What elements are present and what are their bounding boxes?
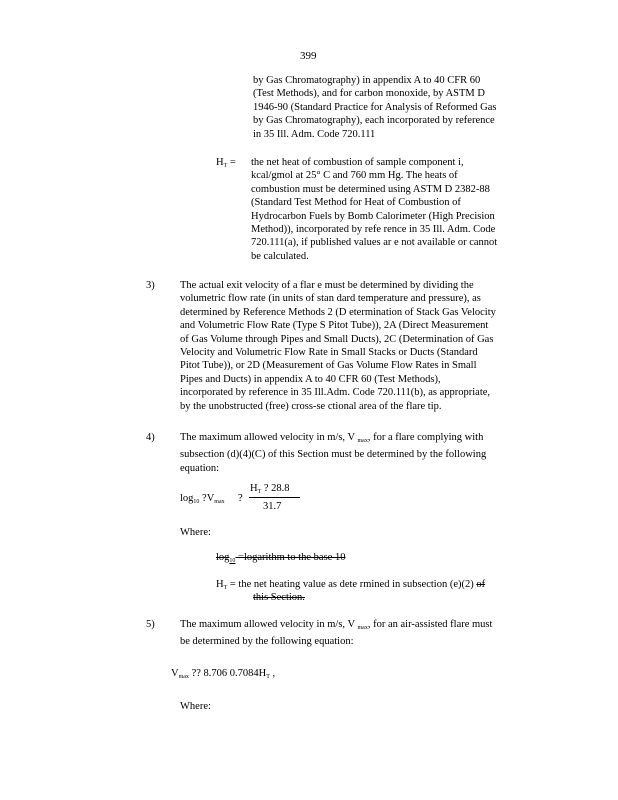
struck-of: of [476, 579, 486, 590]
paragraph-line: in 35 Ill. Adm. Code 720.111 [253, 128, 376, 140]
paragraph-line: equation: [180, 462, 220, 474]
ht-equals: = [229, 157, 236, 168]
ht-letter: H [216, 579, 224, 590]
equation-denominator: 31.7 [263, 501, 282, 512]
equation-body: ?? 8.706 0.7084H [188, 668, 267, 679]
item-3-number: 3) [146, 280, 155, 291]
line-text: The maximum allowed velocity in m/s, V [180, 619, 355, 630]
paragraph-line: be determined by the following equation: [180, 636, 354, 648]
definition-line: Method)), incorporated by refe rence in 35 Ill. Adm. Code [251, 224, 496, 236]
paragraph-line: by Gas Chromatography), each incorporated by reference [253, 115, 495, 127]
ht-definition [251, 156, 497, 263]
paragraph-line: Pitot Tube)), or 2D (Measurement of Gas Volume Flow Rates in Small [180, 360, 477, 372]
fraction-bar [249, 497, 300, 498]
paragraph-line: by Gas Chromatography) in appendix A to 40 CFR 60 [253, 75, 481, 86]
gas-chromatography-paragraph [253, 74, 496, 141]
item-3-paragraph [180, 279, 496, 413]
paragraph-line: subsection (d)(4)(C) of this Section must be determined by the following [180, 449, 487, 461]
definition-line: the net heat of combustion of sample component i, [251, 157, 464, 168]
equation-operator: ? [238, 493, 243, 504]
ht-symbol [216, 156, 236, 173]
definition-line: be calculated. [251, 250, 309, 262]
definition-text: = the net heating value as dete rmined in subsection (e)(2) [229, 579, 474, 590]
definition-line: combustion must be determined using ASTM D 2382-88 [251, 183, 490, 195]
struck-this-section: this Section. [253, 592, 305, 603]
definition-line: Hydrocarbon Fuels by Bomb Calorimeter (High Precision [251, 210, 495, 222]
v-text: ?V [199, 493, 215, 504]
paragraph-line [180, 431, 486, 448]
ht-letter: H [250, 483, 258, 494]
paragraph-line: and Volumetric Flow Rate (Type S Pitot Tube)), 2A (Direct Measurement [180, 320, 489, 332]
log-subscript: 10 [229, 558, 236, 564]
item-4-paragraph [180, 431, 486, 475]
line-text: The maximum allowed velocity in m/s, V [180, 432, 355, 443]
definition-text: =logarithm to the base 10 [235, 552, 346, 563]
ht-subscript: T [266, 674, 270, 680]
equation-trailing-comma: , [269, 668, 276, 679]
ht-subscript: T [223, 585, 228, 591]
equation-lhs [180, 492, 225, 509]
struck-log-definition [216, 551, 345, 568]
paragraph-line: 1946-90 (Standard Practice for Analysis of Reformed Gas [253, 101, 497, 113]
v-text: V [171, 668, 179, 679]
item-4-number: 4) [146, 432, 155, 443]
log-subscript: 10 [193, 499, 200, 505]
definition-line: 720.111(a), if published values ar e not available or cannot [251, 237, 498, 249]
numerator-rest: ? 28.8 [261, 483, 290, 494]
definition-line: (Standard Test Method for Heat of Combustion of [251, 197, 461, 209]
vmax-equation [171, 667, 275, 684]
line-tail: , for an air-assisted flare must [367, 619, 493, 630]
paragraph-line: determined by Reference Methods 2 (D etermination of Stack Gas Velocity [180, 306, 496, 318]
log-text: log [180, 493, 194, 504]
paragraph-line: of Gas Volume through Pipes and Small Ducts), 2C (Determination of Gas [180, 333, 494, 345]
item-5-number: 5) [146, 619, 155, 630]
paragraph-line: Velocity and Volumetric Flow Rate in Small Stacks or Ducts (Standard [180, 347, 478, 359]
item-5-paragraph [180, 618, 492, 649]
vmax-subscript: max [214, 499, 225, 505]
ht-subscript: T [223, 163, 228, 169]
ht-subscript: T [257, 489, 262, 495]
paragraph-line: (Test Methods), and for carbon monoxide, by ASTM D [253, 88, 485, 100]
paragraph-line [180, 618, 492, 635]
paragraph-line: incorporated by reference in 35 Ill.Adm. Code 720.111(b), as appropriate, [180, 387, 491, 399]
where-label-2: Where: [180, 701, 211, 712]
definition-line: kcal/gmol at 25° C and 760 mm Hg. The heats of [251, 170, 458, 182]
paragraph-line: volumetric flow rate (in units of stan dard temperature and pressure), as [180, 293, 481, 305]
page-number: 399 [300, 50, 317, 62]
vmax-subscript: max [357, 625, 368, 631]
vmax-subscript: max [357, 438, 368, 444]
where-label: Where: [180, 527, 211, 538]
ht-letter: H [216, 157, 224, 168]
vmax-subscript: max [178, 674, 189, 680]
paragraph-line: The actual exit velocity of a flar e must be determined by dividing the [180, 280, 474, 291]
paragraph-line: by the unobstructed (free) cross-se ctional area of the flare tip. [180, 400, 442, 412]
paragraph-line: Pipes and Ducts) in appendix A to 40 CFR 60 (Test Methods), [180, 373, 441, 385]
line-tail: , for a flare complying with [367, 432, 484, 443]
log-text: log [216, 552, 230, 563]
